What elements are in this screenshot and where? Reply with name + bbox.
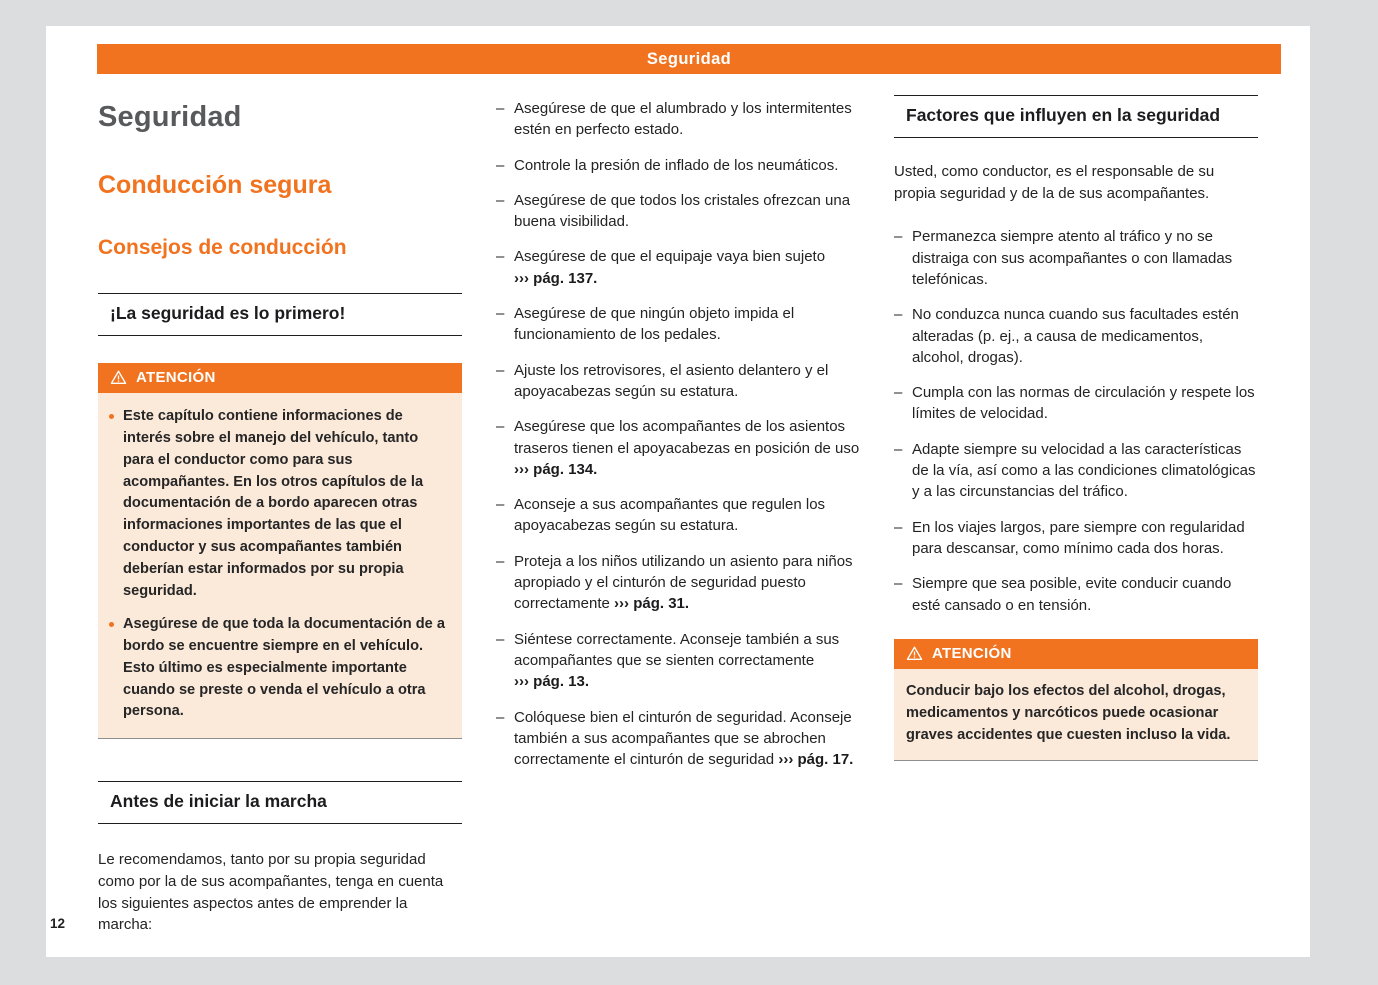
list-item: [894, 226, 1258, 290]
attention-label: ATENCIÓN: [136, 368, 216, 386]
dash-marker: –: [496, 630, 505, 648]
page-title: Seguridad: [98, 101, 242, 133]
page-reference: ››› pág. 13.: [514, 673, 590, 691]
heading-before-driving-label: Antes de iniciar la marcha: [110, 791, 327, 812]
attention-box-right-header: [894, 639, 1258, 669]
chapter-header-title: Seguridad: [646, 49, 732, 68]
section-title: Conducción segura: [98, 171, 332, 199]
dash-marker: –: [496, 156, 505, 174]
dash-marker: –: [894, 575, 903, 593]
dash-marker: –: [496, 418, 505, 436]
checklist-item: [496, 707, 860, 771]
checklist-item: [496, 155, 860, 176]
checklist-item: [496, 551, 860, 615]
list-item: [894, 439, 1258, 503]
dash-marker: –: [894, 306, 903, 324]
dash-marker: –: [894, 518, 903, 536]
checklist-item-text: Asegúrese de que ningún objeto impida el funcionamiento de los pedales.: [514, 305, 795, 344]
checklist-item-text: Asegúrese que los acompañantes de los asientos traseros tienen el apoyacabezas en posición de uso: [514, 418, 860, 457]
chapter-header-bar: [97, 44, 1281, 74]
heading-safety-first-label: ¡La seguridad es lo primero!: [110, 303, 346, 323]
attention-box-left: [98, 363, 462, 739]
dash-marker: –: [496, 361, 505, 379]
page-reference: ››› pág. 137.: [514, 269, 598, 287]
page-columns: [98, 95, 1258, 936]
checklist-item-text: Aconseje a sus acompañantes que regulen los apoyacabezas según su estatura.: [514, 496, 826, 535]
list-item: [894, 382, 1258, 425]
dash-marker: –: [496, 100, 505, 117]
dash-marker: –: [496, 191, 505, 209]
checklist-item-text: Siéntese correctamente. Aconseje también a sus acompañantes que se sienten correctamente: [514, 630, 840, 669]
subsection-title: Consejos de conducción: [98, 236, 347, 259]
heading-safety-factors-label: Factores que influyen en la seguridad: [906, 105, 1221, 125]
dash-marker: –: [496, 708, 505, 726]
safety-factors-list: [894, 226, 1258, 615]
list-item-text: Cumpla con las normas de circulación y respete los límites de velocidad.: [912, 384, 1255, 423]
dash-marker: –: [496, 552, 505, 570]
checklist-item-text: Colóquese bien el cinturón de seguridad. Aconseje también a sus acompañantes que se abrochen correctamente el cinturón de seguridad: [514, 708, 852, 769]
dash-marker: –: [894, 440, 903, 458]
column-middle: [496, 95, 860, 936]
intro-paragraph-left: Le recomendamos, tanto por su propia seguridad como por la de sus acompañantes, tenga en cuenta los siguientes aspectos antes de emprender la marcha:: [98, 851, 444, 934]
checklist-item-text: Asegúrese de que el equipaje vaya bien sujeto: [514, 248, 826, 266]
checklist-item: [496, 494, 860, 537]
list-item: [894, 304, 1258, 368]
attention-box-right: [894, 639, 1258, 761]
list-item-text: Permanezca siempre atento al tráfico y no se distraiga con sus acompañantes o con llamadas telefónicas.: [912, 228, 1233, 288]
checklist-item: [496, 246, 860, 289]
page-reference: ››› pág. 134.: [514, 460, 598, 478]
attention-text: Conducir bajo los efectos del alcohol, drogas, medicamentos y narcóticos puede ocasionar graves accidentes que cuesten incluso la vida.: [906, 682, 1231, 743]
list-item-text: Adapte siempre su velocidad a las características de la vía, así como a las condiciones climatológicas y a las circunstancias del tráfico.: [912, 440, 1256, 501]
heading-before-driving: [98, 781, 462, 824]
column-left: [98, 95, 462, 936]
page-reference: ››› pág. 31.: [614, 595, 690, 613]
dash-marker: –: [894, 228, 903, 246]
checklist-item: [496, 190, 860, 233]
list-item-text: No conduzca nunca cuando sus facultades estén alteradas (p. ej., a causa de medicamentos, alcohol, drogas).: [912, 306, 1239, 366]
attention-box-left-header: [98, 363, 462, 393]
checklist-item-text: Ajuste los retrovisores, el asiento delantero y el apoyacabezas según su estatura.: [514, 361, 829, 400]
attention-box-right-body: [894, 669, 1258, 761]
checklist-item-text: Proteja a los niños utilizando un asiento para niños apropiado y el cinturón de seguridad puesto correctamente: [514, 552, 853, 613]
attention-box-left-body: [98, 393, 462, 739]
checklist-item: [496, 303, 860, 346]
manual-page: [46, 26, 1310, 957]
checklist-item: [496, 360, 860, 403]
heading-safety-factors: [894, 95, 1258, 138]
checklist-item-text: Asegúrese de que todos los cristales ofrezcan una buena visibilidad.: [514, 191, 851, 231]
list-item-text: En los viajes largos, pare siempre con regularidad para descansar, como mínimo cada dos horas.: [912, 518, 1245, 557]
checklist-item: [496, 629, 860, 693]
checklist-item: [496, 416, 860, 480]
list-item-text: Siempre que sea posible, evite conducir cuando esté cansado o en tensión.: [912, 575, 1232, 614]
checklist-item: [496, 98, 860, 141]
list-item: [894, 573, 1258, 616]
checklist-before-driving: [496, 95, 860, 770]
dash-marker: –: [496, 305, 505, 323]
dash-marker: –: [496, 248, 505, 266]
warning-triangle-icon: [906, 645, 923, 662]
page-reference: ››› pág. 17.: [778, 751, 854, 769]
attention-item: Este capítulo contiene informaciones de interés sobre el manejo del vehículo, tanto para el conductor como para sus acompañantes. En los otros capítulos de la documentación de a bordo aparecen otras informaciones importantes de las que el conductor y sus acompañantes también deberían estar informados por su propia seguridad.: [108, 406, 450, 603]
page-number: 12: [50, 916, 66, 931]
attention-item: Asegúrese de que toda la documentación de a bordo se encuentre siempre en el vehículo. Esto último es especialmente importante cuando se preste o venda el vehículo a otra persona.: [108, 614, 450, 723]
list-item: [894, 517, 1258, 560]
column-right: [894, 95, 1258, 936]
warning-triangle-icon: [110, 369, 127, 386]
dash-marker: –: [496, 496, 505, 514]
checklist-item-text: Controle la presión de inflado de los neumáticos.: [514, 156, 839, 174]
attention-label: ATENCIÓN: [932, 644, 1012, 662]
dash-marker: –: [894, 384, 903, 402]
heading-safety-first: [98, 293, 462, 336]
checklist-item-text: Asegúrese de que el alumbrado y los intermitentes estén en perfecto estado.: [514, 100, 852, 139]
intro-paragraph-right: Usted, como conductor, es el responsable de su propia seguridad y de la de sus acompañantes.: [894, 162, 1215, 202]
